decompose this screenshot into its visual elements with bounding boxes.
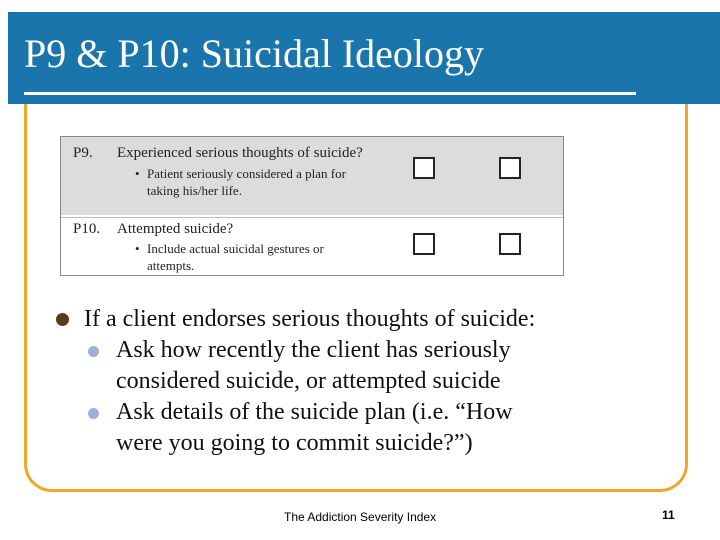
- sub-bullet-marker: [88, 346, 99, 357]
- footer-source: The Addiction Severity Index: [284, 510, 437, 524]
- form-row-p9: [61, 137, 563, 215]
- sub-bullet: [56, 397, 676, 459]
- sub-bullet-text: considered suicide, or attempted suicide: [116, 368, 501, 394]
- checkbox-p10-col2[interactable]: [499, 233, 521, 255]
- bullet-dot: •: [135, 166, 140, 181]
- sub-bullet-text: Ask how recently the client has seriously: [116, 337, 511, 363]
- checkbox-p9-col1[interactable]: [413, 157, 435, 179]
- main-bullet: [56, 304, 676, 335]
- main-bullet-text: If a client endorses serious thoughts of suicide:: [84, 306, 536, 332]
- question-text: Attempted suicide?: [117, 221, 234, 237]
- question-number: P9.: [73, 145, 93, 161]
- page-number: 11: [662, 508, 675, 522]
- form-row-p10: [61, 217, 563, 276]
- note-line: taking his/her life.: [147, 183, 242, 198]
- sub-bullet-text: were you going to commit suicide?”): [116, 430, 473, 456]
- title-underline: [24, 92, 636, 95]
- bullet-dot: •: [135, 241, 140, 256]
- question-number: P10.: [73, 221, 101, 237]
- sub-bullet: [56, 335, 676, 397]
- checkbox-p9-col2[interactable]: [499, 157, 521, 179]
- question-note: [135, 240, 405, 274]
- sub-bullet-marker: [88, 408, 99, 419]
- question-note: [135, 165, 405, 199]
- note-line: Patient seriously considered a plan for: [147, 166, 346, 181]
- note-line: Include actual suicidal gestures or: [147, 241, 324, 256]
- note-line: attempts.: [147, 258, 195, 273]
- sub-bullet-text: Ask details of the suicide plan (i.e. “How: [116, 399, 513, 425]
- bullet-list: [56, 304, 676, 459]
- checkbox-p10-col1[interactable]: [413, 233, 435, 255]
- question-text: Experienced serious thoughts of suicide?: [117, 145, 363, 161]
- slide-title: P9 & P10: Suicidal Ideology: [24, 31, 484, 76]
- form-table: [60, 136, 564, 276]
- main-bullet-marker: [56, 313, 69, 326]
